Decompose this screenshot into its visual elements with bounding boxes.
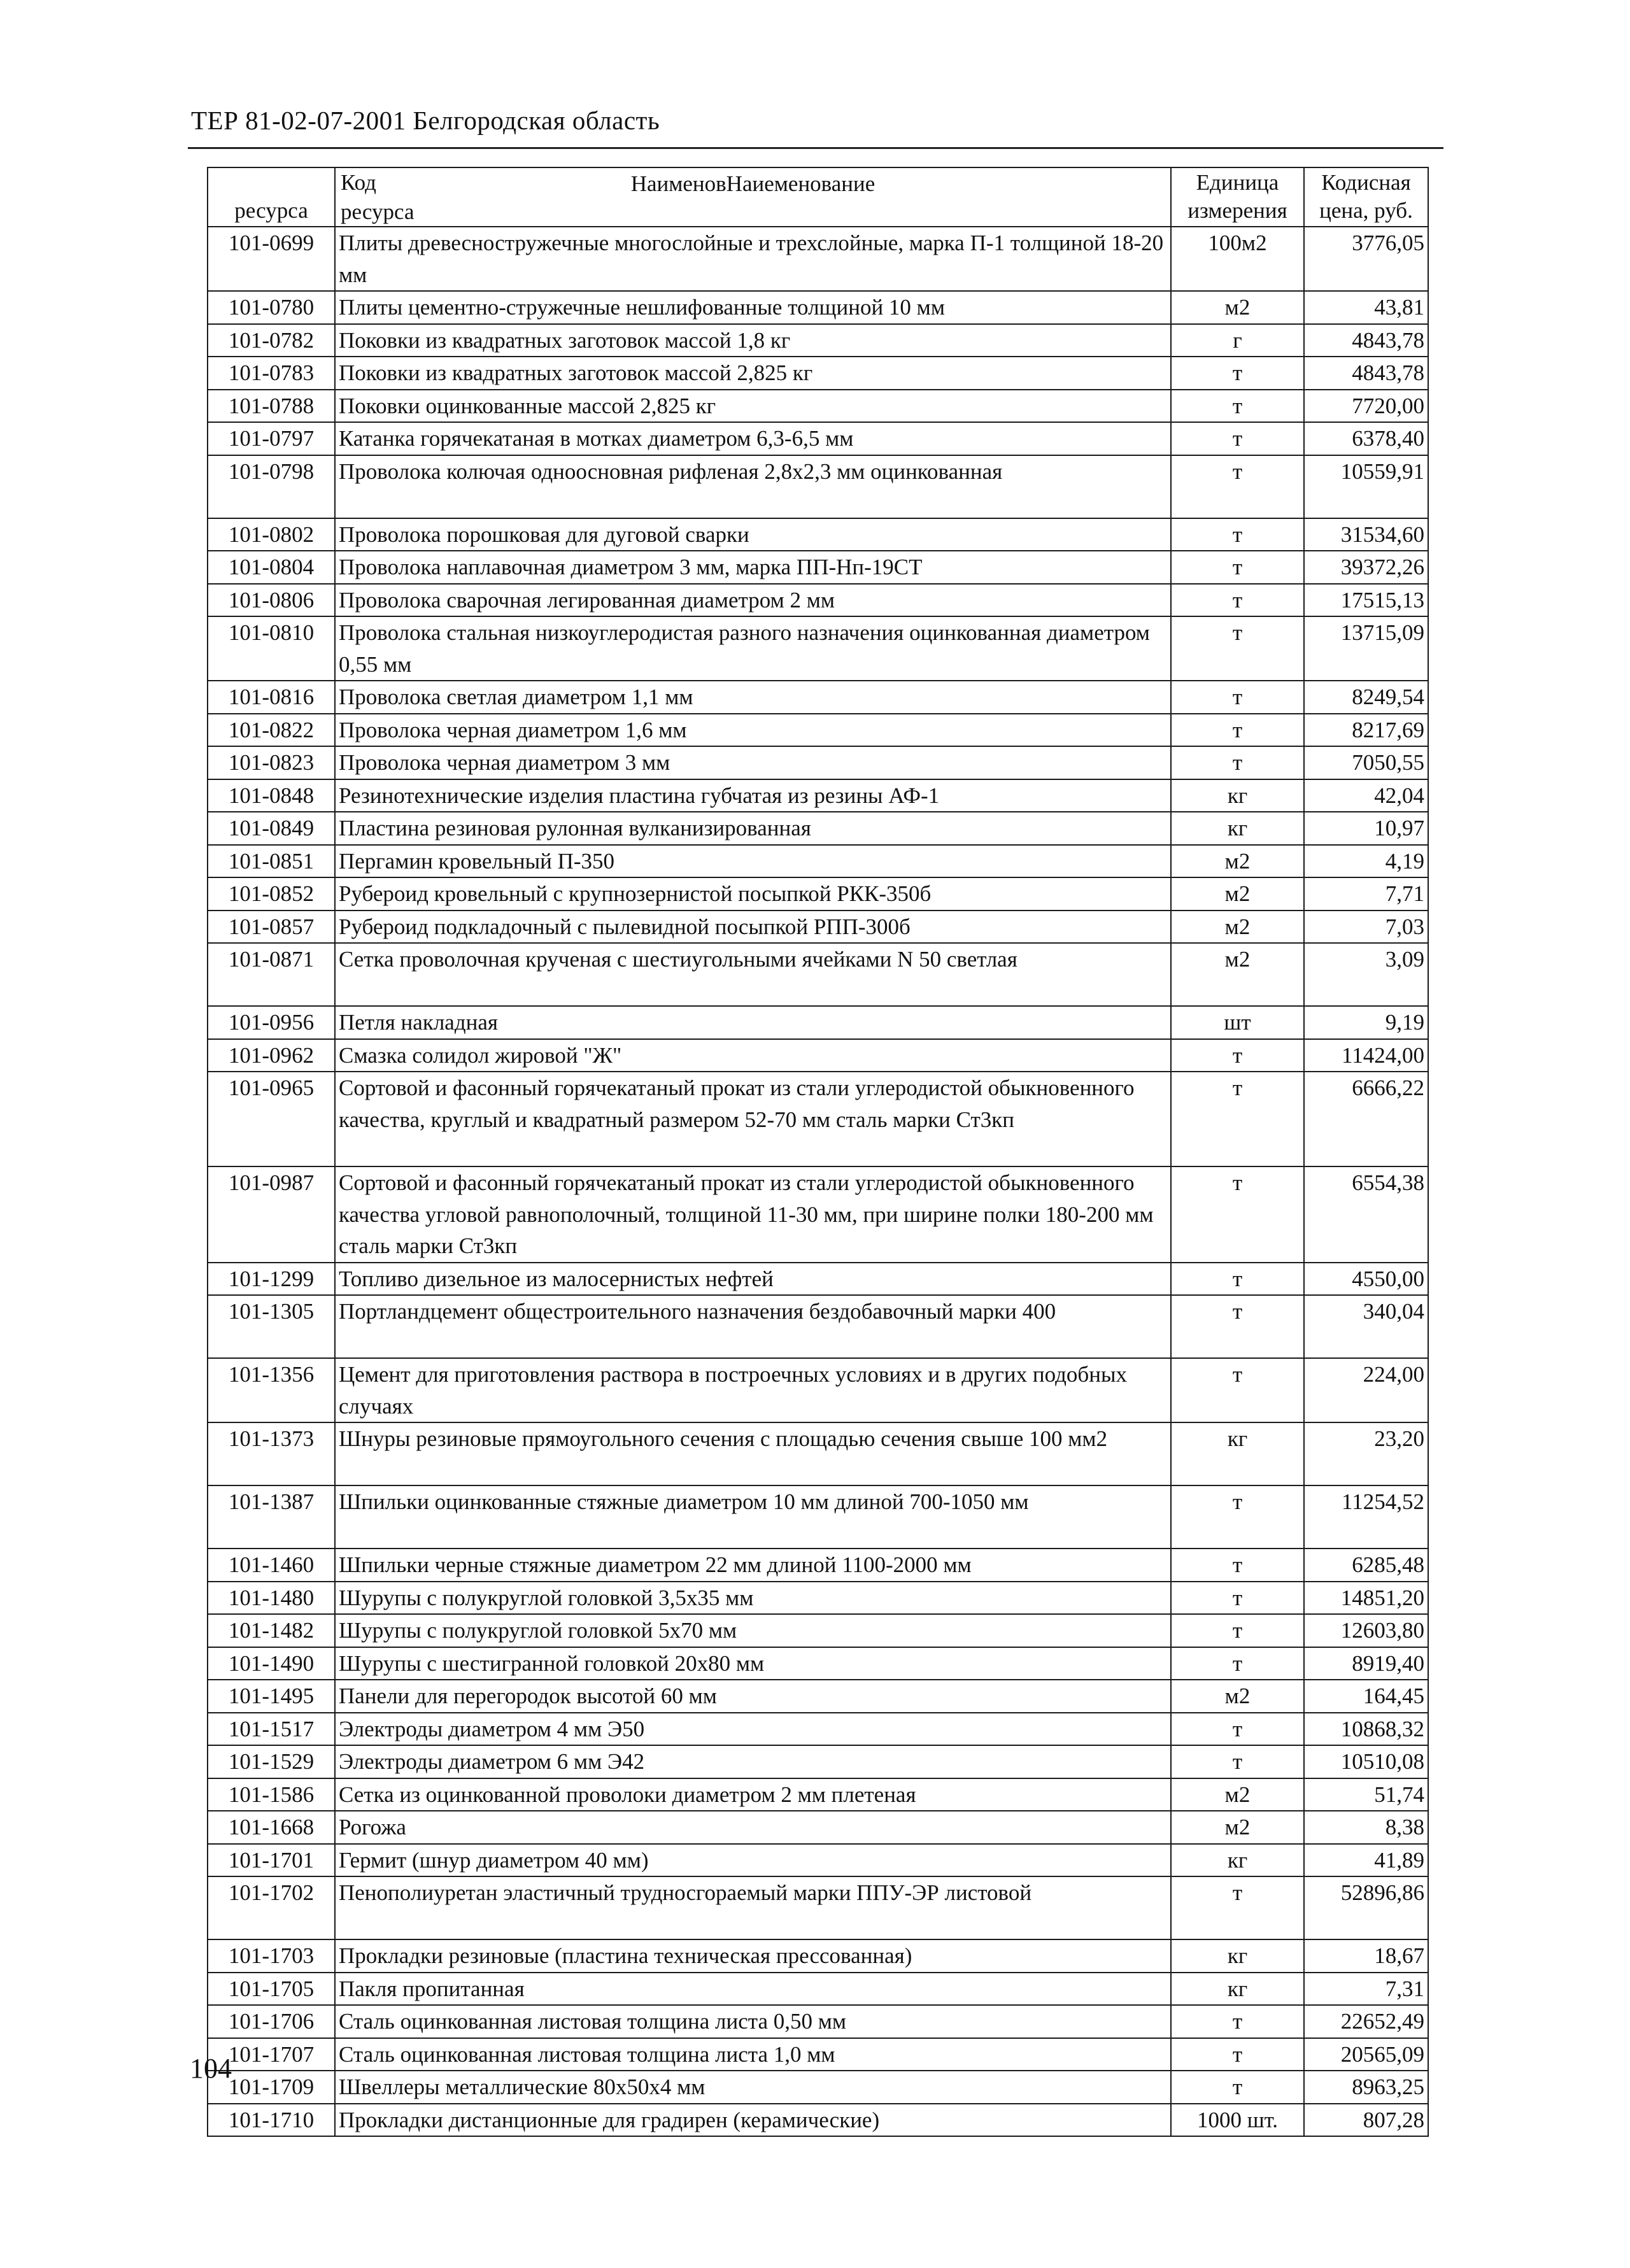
resource-name-cell: Шурупы с шестигранной головкой 20х80 мм xyxy=(335,1647,1171,1680)
price-cell: 17515,13 xyxy=(1304,584,1428,617)
table-row xyxy=(208,1263,1428,1296)
table-row xyxy=(208,227,1428,291)
resource-code-cell: 101-1482 xyxy=(208,1614,335,1647)
table-row xyxy=(208,1973,1428,2006)
table-header-row xyxy=(208,167,1428,227)
resource-code-cell: 101-1373 xyxy=(208,1422,335,1485)
unit-cell: т xyxy=(1171,1072,1304,1166)
table-row xyxy=(208,2005,1428,2038)
resource-code-cell: 101-1705 xyxy=(208,1973,335,2006)
table-row xyxy=(208,2104,1428,2137)
page-number: 104 xyxy=(190,2053,232,2084)
table-row xyxy=(208,1422,1428,1485)
unit-cell: т xyxy=(1171,746,1304,779)
unit-header-line2: измерения xyxy=(1187,198,1287,223)
unit-cell: т xyxy=(1171,518,1304,551)
resource-code-cell: 101-0810 xyxy=(208,616,335,681)
code-column-header xyxy=(208,167,335,227)
unit-cell: т xyxy=(1171,390,1304,423)
price-cell: 8963,25 xyxy=(1304,2071,1428,2104)
resource-name-cell: Портландцемент общестроительного назначения бездобавочный марки 400 xyxy=(335,1295,1171,1358)
resource-name-cell: Прокладки резиновые (пластина техническая прессованная) xyxy=(335,1939,1171,1973)
unit-cell: т xyxy=(1171,1295,1304,1358)
unit-cell: 1000 шт. xyxy=(1171,2104,1304,2137)
price-cell: 10,97 xyxy=(1304,812,1428,845)
resource-code-cell: 101-1299 xyxy=(208,1263,335,1296)
unit-cell: т xyxy=(1171,1582,1304,1615)
resource-name-cell: Шпильки черные стяжные диаметром 22 мм длиной 1100-2000 мм xyxy=(335,1549,1171,1582)
resource-code-cell: 101-1356 xyxy=(208,1358,335,1422)
price-cell: 7,71 xyxy=(1304,877,1428,911)
table-row xyxy=(208,2071,1428,2104)
table-row xyxy=(208,943,1428,1006)
resource-name-cell: Сетка из оцинкованной проволоки диаметром 2 мм плетеная xyxy=(335,1778,1171,1811)
table-row xyxy=(208,616,1428,681)
table-row xyxy=(208,584,1428,617)
table-row xyxy=(208,1485,1428,1549)
price-cell: 39372,26 xyxy=(1304,551,1428,584)
resource-name-cell: Цемент для приготовления раствора в построечных условиях и в других подобных случаях xyxy=(335,1358,1171,1422)
resource-code-cell: 101-1707 xyxy=(208,2038,335,2071)
resource-code-cell: 101-0965 xyxy=(208,1072,335,1166)
code-header-line1 xyxy=(211,168,331,197)
price-cell: 807,28 xyxy=(1304,2104,1428,2137)
price-cell: 164,45 xyxy=(1304,1680,1428,1713)
table-row xyxy=(208,1358,1428,1422)
resource-code-cell: 101-0848 xyxy=(208,779,335,812)
resource-code-cell: 101-1517 xyxy=(208,1713,335,1746)
price-cell: 52896,86 xyxy=(1304,1876,1428,1939)
price-cell: 4,19 xyxy=(1304,845,1428,878)
resource-code-cell: 101-0857 xyxy=(208,911,335,944)
table-row xyxy=(208,1549,1428,1582)
code2-header-line2: ресурса xyxy=(341,199,415,224)
price-cell: 13715,09 xyxy=(1304,616,1428,681)
resource-code-cell: 101-0852 xyxy=(208,877,335,911)
price-cell: 7,31 xyxy=(1304,1973,1428,2006)
resource-code-cell: 101-0788 xyxy=(208,390,335,423)
resource-code-cell: 101-1710 xyxy=(208,2104,335,2137)
table-row xyxy=(208,681,1428,714)
resource-name-cell: Проволока черная диаметром 3 мм xyxy=(335,746,1171,779)
resource-code-cell: 101-0987 xyxy=(208,1166,335,1263)
resource-name-cell: Электроды диаметром 6 мм Э42 xyxy=(335,1745,1171,1778)
price-cell: 11424,00 xyxy=(1304,1039,1428,1072)
resource-code-cell: 101-0798 xyxy=(208,455,335,518)
table-row xyxy=(208,1844,1428,1877)
unit-cell: шт xyxy=(1171,1006,1304,1039)
resource-name-cell: Гермит (шнур диаметром 40 мм) xyxy=(335,1844,1171,1877)
unit-cell: т xyxy=(1171,1166,1304,1263)
table-row xyxy=(208,324,1428,357)
table-row xyxy=(208,1072,1428,1166)
price-cell: 8919,40 xyxy=(1304,1647,1428,1680)
unit-cell: т xyxy=(1171,1745,1304,1778)
resource-name-cell: Поковки оцинкованные массой 2,825 кг xyxy=(335,390,1171,423)
resource-name-cell: Проволока колючая одноосновная рифленая 2,8х2,3 мм оцинкованная xyxy=(335,455,1171,518)
table-row xyxy=(208,812,1428,845)
resource-code-cell: 101-1706 xyxy=(208,2005,335,2038)
price-cell: 6378,40 xyxy=(1304,422,1428,455)
name-column-header xyxy=(335,167,1171,227)
resource-code-cell: 101-1387 xyxy=(208,1485,335,1549)
resource-name-cell: Сетка проволочная крученая с шестиугольными ячейками N 50 светлая xyxy=(335,943,1171,1006)
resource-name-cell: Поковки из квадратных заготовок массой 1,8 кг xyxy=(335,324,1171,357)
resource-name-cell: Сортовой и фасонный горячекатаный прокат из стали углеродистой обыкновенного качества, круглый и квадратный размером 52-70 мм сталь марки Ст3кп xyxy=(335,1072,1171,1166)
table-row xyxy=(208,455,1428,518)
resource-name-cell: Панели для перегородок высотой 60 мм xyxy=(335,1680,1171,1713)
price-cell: 23,20 xyxy=(1304,1422,1428,1485)
resource-name-cell: Шурупы с полукруглой головкой 5х70 мм xyxy=(335,1614,1171,1647)
resource-name-cell: Проволока черная диаметром 1,6 мм xyxy=(335,714,1171,747)
resource-code-cell: 101-0804 xyxy=(208,551,335,584)
unit-cell: т xyxy=(1171,1549,1304,1582)
resource-code-cell: 101-1495 xyxy=(208,1680,335,1713)
unit-cell: кг xyxy=(1171,1844,1304,1877)
table-row xyxy=(208,1939,1428,1973)
table-row xyxy=(208,1745,1428,1778)
resource-code-cell: 101-1586 xyxy=(208,1778,335,1811)
resource-code-cell: 101-0956 xyxy=(208,1006,335,1039)
table-row xyxy=(208,1778,1428,1811)
resource-name-cell: Пакля пропитанная xyxy=(335,1973,1171,2006)
price-header-line2: цена, руб. xyxy=(1319,198,1413,223)
price-cell: 10868,32 xyxy=(1304,1713,1428,1746)
price-cell: 12603,80 xyxy=(1304,1614,1428,1647)
resource-code-cell: 101-1701 xyxy=(208,1844,335,1877)
price-cell: 9,19 xyxy=(1304,1006,1428,1039)
resource-code-cell: 101-1490 xyxy=(208,1647,335,1680)
unit-cell: м2 xyxy=(1171,1811,1304,1844)
resource-name-cell: Швеллеры металлические 80х50х4 мм xyxy=(335,2071,1171,2104)
resource-code-cell: 101-0871 xyxy=(208,943,335,1006)
unit-cell: м2 xyxy=(1171,1680,1304,1713)
unit-cell: т xyxy=(1171,616,1304,681)
resource-code-cell: 101-0782 xyxy=(208,324,335,357)
resource-code-cell: 101-1702 xyxy=(208,1876,335,1939)
unit-cell: кг xyxy=(1171,1422,1304,1485)
resource-name-cell: Сортовой и фасонный горячекатаный прокат из стали углеродистой обыкновенного качества угловой равнополочный, толщиной 11-30 мм, при ширине полки 180-200 мм сталь марки Ст3кп xyxy=(335,1166,1171,1263)
page-header-title: ТЕР 81-02-07-2001 Белгородская область xyxy=(191,106,660,135)
resource-name-cell: Пергамин кровельный П-350 xyxy=(335,845,1171,878)
table-row xyxy=(208,357,1428,390)
price-cell: 11254,52 xyxy=(1304,1485,1428,1549)
unit-cell: т xyxy=(1171,2038,1304,2071)
price-cell: 8249,54 xyxy=(1304,681,1428,714)
resource-name-cell: Смазка солидол жировой "Ж" xyxy=(335,1039,1171,1072)
unit-cell: т xyxy=(1171,584,1304,617)
price-cell: 42,04 xyxy=(1304,779,1428,812)
price-cell: 7050,55 xyxy=(1304,746,1428,779)
price-column-header xyxy=(1304,167,1428,227)
resource-name-cell: Плиты цементно-стружечные нешлифованные толщиной 10 мм xyxy=(335,291,1171,324)
table-row xyxy=(208,1876,1428,1939)
table-row xyxy=(208,1582,1428,1615)
resource-name-cell: Пластина резиновая рулонная вулканизированная xyxy=(335,812,1171,845)
resource-code-cell: 101-0851 xyxy=(208,845,335,878)
table-row xyxy=(208,291,1428,324)
price-cell: 340,04 xyxy=(1304,1295,1428,1358)
resource-code-cell: 101-1709 xyxy=(208,2071,335,2104)
resource-name-cell: Электроды диаметром 4 мм Э50 xyxy=(335,1713,1171,1746)
price-cell: 10559,91 xyxy=(1304,455,1428,518)
resource-name-cell: Сталь оцинкованная листовая толщина листа 1,0 мм xyxy=(335,2038,1171,2071)
code-header-line2: ресурса xyxy=(234,198,308,223)
unit-cell: т xyxy=(1171,2005,1304,2038)
table-row xyxy=(208,1680,1428,1713)
resource-code-cell: 101-1460 xyxy=(208,1549,335,1582)
resource-name-cell: Проволока светлая диаметром 1,1 мм xyxy=(335,681,1171,714)
table-row xyxy=(208,911,1428,944)
unit-cell: т xyxy=(1171,455,1304,518)
resource-code-cell: 101-0802 xyxy=(208,518,335,551)
resource-name-cell: Рогожа xyxy=(335,1811,1171,1844)
price-cell: 22652,49 xyxy=(1304,2005,1428,2038)
unit-cell: т xyxy=(1171,1876,1304,1939)
unit-cell: т xyxy=(1171,681,1304,714)
resource-code-cell: 101-0797 xyxy=(208,422,335,455)
unit-cell: т xyxy=(1171,1358,1304,1422)
unit-cell: кг xyxy=(1171,779,1304,812)
unit-cell: т xyxy=(1171,1647,1304,1680)
price-cell: 6554,38 xyxy=(1304,1166,1428,1263)
resource-code-cell: 101-0849 xyxy=(208,812,335,845)
table-row xyxy=(208,422,1428,455)
resource-name-cell: Сталь оцинкованная листовая толщина листа 0,50 мм xyxy=(335,2005,1171,2038)
resource-code-cell: 101-1480 xyxy=(208,1582,335,1615)
table-row xyxy=(208,746,1428,779)
unit-cell: т xyxy=(1171,2071,1304,2104)
unit-cell: т xyxy=(1171,1614,1304,1647)
unit-cell: т xyxy=(1171,551,1304,584)
price-cell: 3,09 xyxy=(1304,943,1428,1006)
table-row xyxy=(208,1811,1428,1844)
table-row xyxy=(208,2038,1428,2071)
price-cell: 43,81 xyxy=(1304,291,1428,324)
resource-code-cell: 101-1529 xyxy=(208,1745,335,1778)
header-rule xyxy=(188,147,1443,149)
price-cell: 6666,22 xyxy=(1304,1072,1428,1166)
resource-name-cell: Шпильки оцинкованные стяжные диаметром 10 мм длиной 700-1050 мм xyxy=(335,1485,1171,1549)
unit-cell: 100м2 xyxy=(1171,227,1304,291)
price-cell: 20565,09 xyxy=(1304,2038,1428,2071)
table-row xyxy=(208,1295,1428,1358)
unit-cell: т xyxy=(1171,357,1304,390)
resource-name-cell: Проволока порошковая для дуговой сварки xyxy=(335,518,1171,551)
table-row xyxy=(208,1039,1428,1072)
resource-name-cell: Шурупы с полукруглой головкой 3,5х35 мм xyxy=(335,1582,1171,1615)
unit-cell: кг xyxy=(1171,1939,1304,1973)
unit-cell: м2 xyxy=(1171,845,1304,878)
resource-name-cell: Проволока наплавочная диаметром 3 мм, марка ПП-Нп-19СТ xyxy=(335,551,1171,584)
resource-code-cell: 101-0822 xyxy=(208,714,335,747)
price-cell: 4550,00 xyxy=(1304,1263,1428,1296)
unit-cell: т xyxy=(1171,1263,1304,1296)
price-table xyxy=(207,167,1429,2137)
code2-header-line1: Код xyxy=(341,170,376,195)
table-row xyxy=(208,877,1428,911)
resource-name-cell: Пенополиуретан эластичный трудносгораемый марки ППУ-ЭР листовой xyxy=(335,1876,1171,1939)
price-cell: 31534,60 xyxy=(1304,518,1428,551)
unit-cell: т xyxy=(1171,1039,1304,1072)
resource-code-cell: 101-0783 xyxy=(208,357,335,390)
price-cell: 224,00 xyxy=(1304,1358,1428,1422)
table-row xyxy=(208,1713,1428,1746)
resource-name-cell: Поковки из квадратных заготовок массой 2,825 кг xyxy=(335,357,1171,390)
resource-code-cell: 101-0962 xyxy=(208,1039,335,1072)
resource-code-cell: 101-0816 xyxy=(208,681,335,714)
price-cell: 7,03 xyxy=(1304,911,1428,944)
resource-name-cell: Прокладки дистанционные для градирен (керамические) xyxy=(335,2104,1171,2137)
price-cell: 18,67 xyxy=(1304,1939,1428,1973)
unit-cell: т xyxy=(1171,422,1304,455)
resource-code-cell: 101-1703 xyxy=(208,1939,335,1973)
price-cell: 6285,48 xyxy=(1304,1549,1428,1582)
unit-cell: кг xyxy=(1171,812,1304,845)
table-row xyxy=(208,845,1428,878)
resource-name-cell: Рубероид подкладочный с пылевидной посыпкой РПП-300б xyxy=(335,911,1171,944)
table-row xyxy=(208,1006,1428,1039)
resource-name-cell: Рубероид кровельный с крупнозернистой посыпкой РКК-350б xyxy=(335,877,1171,911)
resource-name-cell: Проволока сварочная легированная диаметром 2 мм xyxy=(335,584,1171,617)
table-row xyxy=(208,714,1428,747)
unit-header-line1: Единица xyxy=(1196,170,1279,195)
resource-code-cell: 101-0806 xyxy=(208,584,335,617)
table-row xyxy=(208,779,1428,812)
resource-code-cell: 101-0780 xyxy=(208,291,335,324)
unit-cell: м2 xyxy=(1171,1778,1304,1811)
resource-name-cell: Резинотехнические изделия пластина губчатая из резины АФ-1 xyxy=(335,779,1171,812)
price-cell: 7720,00 xyxy=(1304,390,1428,423)
name-header-text: НаименовНаиеменование xyxy=(630,171,875,196)
unit-column-header xyxy=(1171,167,1304,227)
unit-cell: м2 xyxy=(1171,291,1304,324)
resource-name-cell: Шнуры резиновые прямоугольного сечения с площадью сечения свыше 100 мм2 xyxy=(335,1422,1171,1485)
unit-cell: м2 xyxy=(1171,911,1304,944)
table-row xyxy=(208,1166,1428,1263)
resource-code-cell: 101-0699 xyxy=(208,227,335,291)
unit-cell: г xyxy=(1171,324,1304,357)
price-cell: 4843,78 xyxy=(1304,324,1428,357)
table-row xyxy=(208,1647,1428,1680)
unit-cell: м2 xyxy=(1171,943,1304,1006)
table-row xyxy=(208,551,1428,584)
resource-name-cell: Проволока стальная низкоуглеродистая разного назначения оцинкованная диаметром 0,55 мм xyxy=(335,616,1171,681)
price-cell: 3776,05 xyxy=(1304,227,1428,291)
price-cell: 14851,20 xyxy=(1304,1582,1428,1615)
price-cell: 8217,69 xyxy=(1304,714,1428,747)
resource-name-cell: Петля накладная xyxy=(335,1006,1171,1039)
price-cell: 8,38 xyxy=(1304,1811,1428,1844)
price-cell: 10510,08 xyxy=(1304,1745,1428,1778)
resource-name-cell: Катанка горячекатаная в мотках диаметром 6,3-6,5 мм xyxy=(335,422,1171,455)
resource-code-cell: 101-1668 xyxy=(208,1811,335,1844)
unit-cell: т xyxy=(1171,1485,1304,1549)
unit-cell: м2 xyxy=(1171,877,1304,911)
price-cell: 4843,78 xyxy=(1304,357,1428,390)
unit-cell: кг xyxy=(1171,1973,1304,2006)
resource-code-cell: 101-1305 xyxy=(208,1295,335,1358)
unit-cell: т xyxy=(1171,714,1304,747)
price-cell: 51,74 xyxy=(1304,1778,1428,1811)
resource-name-cell: Плиты древесностружечные многослойные и трехслойные, марка П-1 толщиной 18-20 мм xyxy=(335,227,1171,291)
resource-code-cell: 101-0823 xyxy=(208,746,335,779)
price-header-line1: Кодисная xyxy=(1321,170,1411,195)
table-row xyxy=(208,390,1428,423)
table-row xyxy=(208,1614,1428,1647)
table-row xyxy=(208,518,1428,551)
resource-name-cell: Топливо дизельное из малосернистых нефтей xyxy=(335,1263,1171,1296)
price-cell: 41,89 xyxy=(1304,1844,1428,1877)
unit-cell: т xyxy=(1171,1713,1304,1746)
